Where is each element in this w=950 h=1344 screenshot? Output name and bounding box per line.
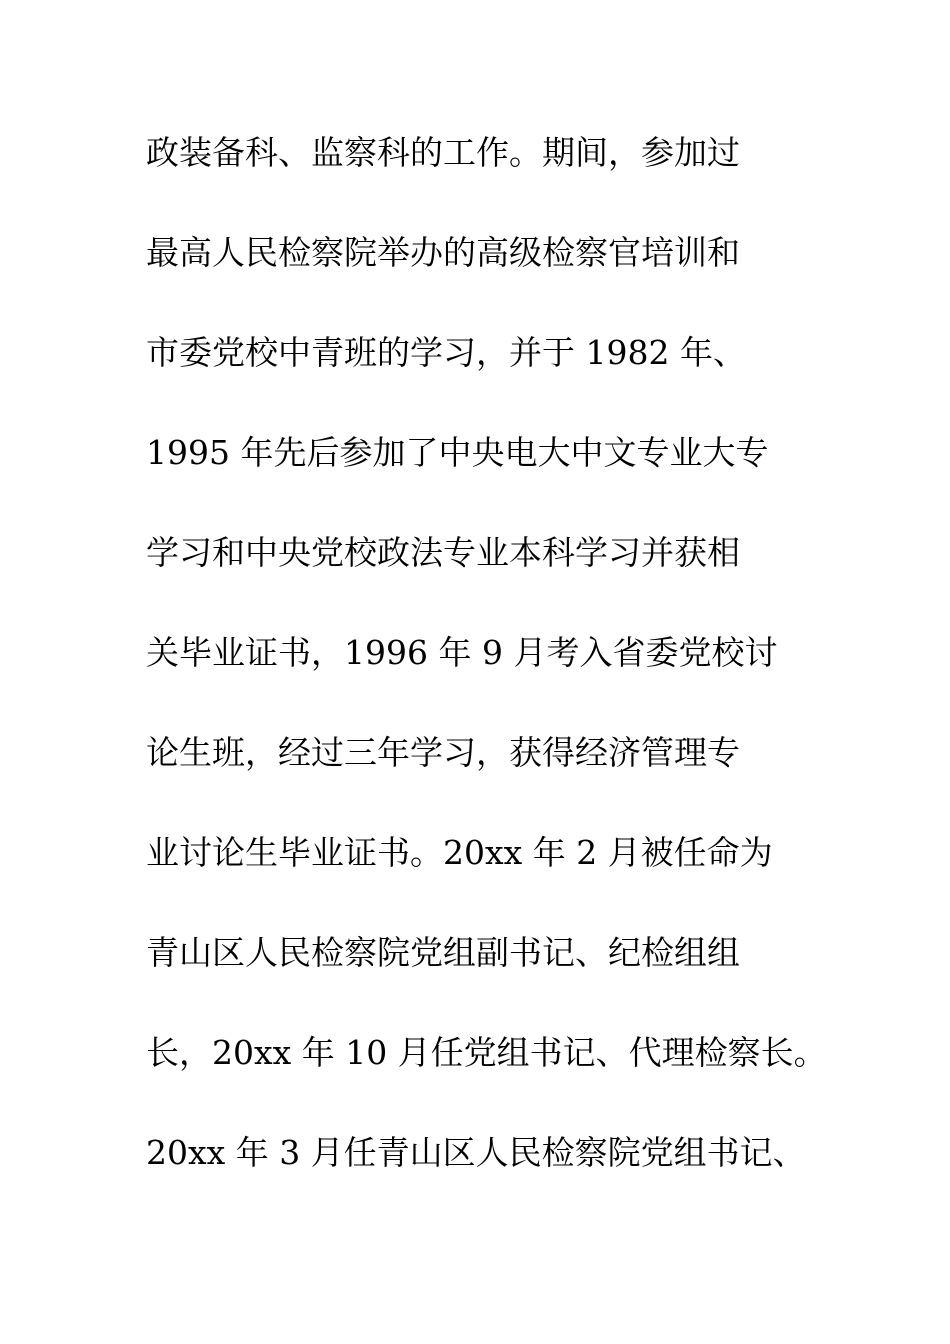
text-line: 最高人民检察院举办的高级检察官培训和: [146, 233, 740, 272]
text-line: 20xx 年 3 月任青山区人民检察院党组书记、: [146, 1133, 806, 1172]
text-line: 业讨论生毕业证书。20xx 年 2 月被任命为: [146, 833, 773, 872]
text-line: 论生班，经过三年学习，获得经济管理专: [146, 733, 740, 772]
text-line: 长，20xx 年 10 月任党组书记、代理检察长。: [146, 1033, 827, 1072]
text-line: 关毕业证书，1996 年 9 月考入省委党校讨: [146, 633, 778, 672]
text-line: 政装备科、监察科的工作。期间，参加过: [146, 133, 740, 172]
text-line: 学习和中央党校政法专业本科学习并获相: [146, 533, 740, 572]
body-text: [146, 128, 846, 1228]
text-line: 1995 年先后参加了中央电大中文专业大专: [146, 433, 769, 472]
text-line: 青山区人民检察院党组副书记、纪检组组: [146, 933, 740, 972]
text-line: 市委党校中青班的学习，并于 1982 年、: [146, 333, 746, 372]
